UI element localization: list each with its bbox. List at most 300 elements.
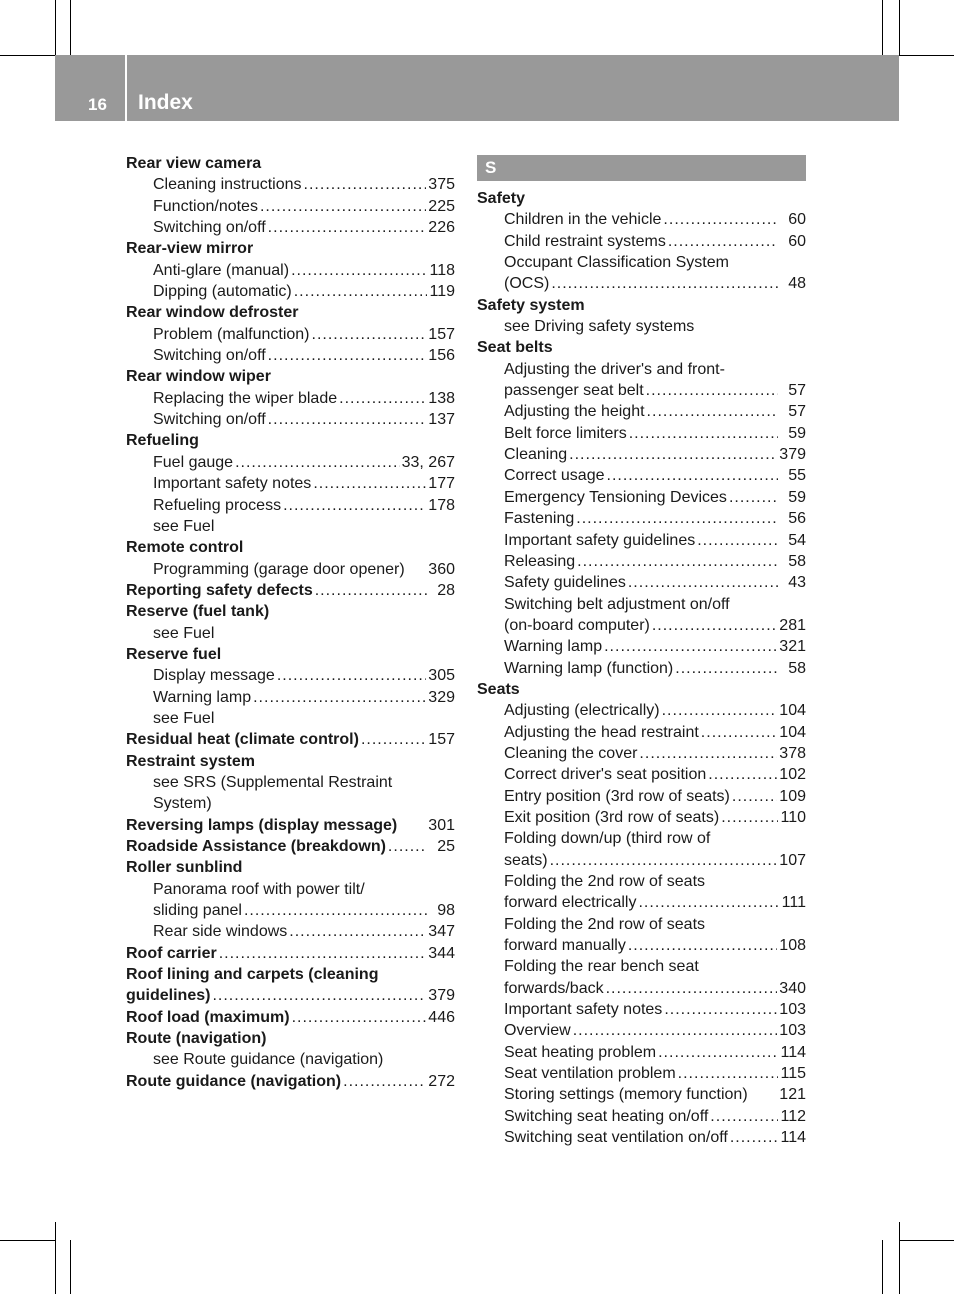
entry-text: guidelines) <box>126 987 211 1005</box>
index-subentry <box>126 879 455 900</box>
page-reference: 25 <box>437 838 455 855</box>
leader-dots <box>701 722 778 743</box>
page-reference: 226 <box>428 219 455 237</box>
crop-mark <box>899 1222 900 1294</box>
entry-text: Problem (malfunction) <box>153 325 310 343</box>
index-subentry <box>477 871 806 892</box>
entry-text: Exit position (3rd row of seats) <box>504 808 720 826</box>
leader-dots <box>219 943 427 964</box>
page-reference: 121 <box>779 1086 806 1104</box>
index-subentry <box>126 665 455 686</box>
entry-text: Roof load (maximum) <box>126 1008 290 1026</box>
page-reference: 56 <box>788 510 806 528</box>
index-column-left <box>126 153 455 1092</box>
page-reference: 107 <box>779 851 806 869</box>
entry-text: seats) <box>504 851 548 869</box>
entry-text: Adjusting the height <box>504 403 645 421</box>
leader-dots <box>678 1063 778 1084</box>
index-entry <box>126 153 455 174</box>
entry-text: see SRS (Supplemental Restraint <box>153 773 393 791</box>
leader-dots <box>663 209 778 230</box>
leader-dots <box>550 850 778 871</box>
leader-dots <box>628 935 777 956</box>
index-subentry <box>477 892 806 913</box>
entry-text: Emergency Tensioning Devices <box>504 488 727 506</box>
leader-dots <box>639 743 777 764</box>
leader-dots <box>629 423 778 444</box>
leader-dots <box>576 508 778 529</box>
page-reference: 360 <box>428 560 455 578</box>
leader-dots <box>652 615 777 636</box>
index-entry <box>126 964 455 985</box>
page-reference: 108 <box>779 937 806 955</box>
page-reference: 178 <box>428 496 455 514</box>
index-subentry <box>477 231 806 252</box>
entry-text: Child restraint systems <box>504 232 666 250</box>
entry-text: Folding the 2nd row of seats <box>504 915 706 933</box>
page-reference: 301 <box>428 816 455 834</box>
index-subentry <box>126 623 455 644</box>
entry-text: Occupant Classification System <box>504 254 729 272</box>
entry-text: Important safety notes <box>504 1001 663 1019</box>
index-subentry <box>477 700 806 721</box>
leader-dots <box>710 1106 778 1127</box>
crop-mark <box>0 55 55 56</box>
entry-text: Roller sunblind <box>126 859 243 877</box>
index-subentry <box>477 1084 806 1105</box>
entry-text: see Driving safety systems <box>504 318 695 336</box>
entry-text: sliding panel <box>153 902 242 920</box>
page-reference: 157 <box>428 731 455 749</box>
page-reference: 28 <box>437 581 455 599</box>
leader-dots <box>708 764 777 785</box>
index-entry <box>126 537 455 558</box>
leader-dots <box>647 401 778 422</box>
entry-text: Warning lamp (function) <box>504 659 674 677</box>
entry-text: Switching on/off <box>153 219 266 237</box>
leader-dots <box>638 892 778 913</box>
entry-text: Cleaning the cover <box>504 744 638 762</box>
index-entry <box>477 337 806 358</box>
page-reference: 156 <box>428 347 455 365</box>
index-subentry <box>126 452 455 473</box>
entry-text: Roof carrier <box>126 944 217 962</box>
index-subentry <box>477 551 806 572</box>
page-reference: 119 <box>429 283 455 301</box>
leader-dots <box>283 495 426 516</box>
entry-text: Rear window defroster <box>126 304 299 322</box>
page-reference: 375 <box>428 176 455 194</box>
page-number: 16 <box>88 95 107 114</box>
page-reference: 446 <box>428 1008 455 1026</box>
index-entry <box>126 1071 455 1092</box>
index-subentry <box>126 516 455 537</box>
page-reference: 225 <box>428 197 455 215</box>
index-subentry <box>126 388 455 409</box>
entry-text: Folding the 2nd row of seats <box>504 873 706 890</box>
page-reference: 272 <box>428 1072 455 1090</box>
page-reference: 33, 267 <box>401 453 455 471</box>
entry-text: Safety system <box>477 296 585 314</box>
entry-text: System) <box>153 795 212 813</box>
letter-heading: S <box>477 155 806 181</box>
entry-text: see Route guidance (navigation) <box>153 1051 384 1069</box>
entry-text: Belt force limiters <box>504 424 627 442</box>
index-entry <box>126 430 455 451</box>
leader-dots <box>313 473 426 494</box>
entry-text: Refueling process <box>153 496 282 514</box>
leader-dots <box>260 196 426 217</box>
index-subentry <box>477 508 806 529</box>
index-entry <box>126 366 455 387</box>
entry-text: Switching on/off <box>153 347 266 365</box>
index-subentry <box>477 380 806 401</box>
index-subentry <box>126 495 455 516</box>
entry-text: Seat ventilation problem <box>504 1065 676 1083</box>
crop-mark <box>70 1240 71 1294</box>
crop-mark <box>899 0 900 55</box>
leader-dots <box>569 444 777 465</box>
entry-text: (OCS) <box>504 275 550 293</box>
index-entry <box>126 601 455 622</box>
entry-text: Function/notes <box>153 197 258 215</box>
entry-text: Roadside Assistance (breakdown) <box>126 838 386 855</box>
entry-text: Fastening <box>504 510 575 528</box>
leader-dots <box>668 231 778 252</box>
entry-text: Route guidance (navigation) <box>126 1072 342 1090</box>
page-title: Index <box>138 91 193 114</box>
index-entry <box>126 1028 455 1049</box>
entry-text: Entry position (3rd row of seats) <box>504 787 730 805</box>
index-subentry <box>126 921 455 942</box>
entry-text: Cleaning <box>504 446 568 464</box>
entry-text: Safety guidelines <box>504 574 626 592</box>
entry-text: forward manually <box>504 937 626 955</box>
entry-text: Remote control <box>126 539 244 557</box>
entry-text: Correct driver's seat position <box>504 766 707 784</box>
page-reference: 379 <box>779 446 806 464</box>
index-subentry <box>477 359 806 380</box>
index-subentry <box>126 1049 455 1070</box>
entry-text: Rear view camera <box>126 155 262 172</box>
leader-dots <box>289 921 426 942</box>
index-entry <box>477 188 806 209</box>
index-subentry <box>477 423 806 444</box>
index-subentry <box>126 772 455 793</box>
leader-dots <box>244 900 427 921</box>
entry-text: Releasing <box>504 552 576 570</box>
index-column-right <box>477 188 806 1148</box>
entry-text: forward electrically <box>504 894 637 912</box>
leader-dots <box>658 1042 778 1063</box>
index-subentry <box>126 324 455 345</box>
index-subentry <box>126 174 455 195</box>
entry-text: Warning lamp <box>153 688 252 706</box>
page-reference: 48 <box>788 275 806 293</box>
leader-dots <box>606 978 778 999</box>
entry-text: Important safety guidelines <box>504 531 696 549</box>
page-reference: 137 <box>428 411 455 429</box>
index-subentry <box>477 615 806 636</box>
page-reference: 54 <box>788 531 806 549</box>
entry-text: Reserve fuel <box>126 645 222 663</box>
entry-text: Residual heat (climate control) <box>126 731 359 749</box>
leader-dots <box>675 658 778 679</box>
page-reference: 104 <box>779 702 806 720</box>
page-reference: 379 <box>428 987 455 1005</box>
entry-text: Switching belt adjustment on/off <box>504 595 730 613</box>
index-subentry <box>126 281 455 302</box>
leader-dots <box>292 1007 427 1028</box>
leader-dots <box>721 807 778 828</box>
page-reference: 55 <box>788 467 806 485</box>
entry-text: Switching on/off <box>153 411 266 429</box>
leader-dots <box>646 380 778 401</box>
index-subentry <box>477 956 806 977</box>
index-entry <box>126 815 455 836</box>
index-subentry <box>126 409 455 430</box>
entry-text: Adjusting the head restraint <box>504 723 699 741</box>
entry-text: passenger seat belt <box>504 382 644 400</box>
leader-dots <box>294 281 427 302</box>
leader-dots <box>577 551 778 572</box>
entry-text: Restraint system <box>126 752 255 770</box>
entry-text: Folding the rear bench seat <box>504 958 699 976</box>
entry-text: see Fuel <box>153 624 215 642</box>
index-subentry <box>477 978 806 999</box>
leader-dots <box>268 217 427 238</box>
entry-text: Panorama roof with power tilt/ <box>153 880 365 898</box>
page-reference: 321 <box>779 638 806 656</box>
index-subentry <box>477 1127 806 1148</box>
entry-text: Refueling <box>126 432 199 450</box>
leader-dots <box>628 572 778 593</box>
index-subentry <box>477 594 806 615</box>
index-subentry <box>477 487 806 508</box>
entry-text: Seat heating problem <box>504 1043 657 1061</box>
index-entry <box>126 943 455 964</box>
entry-text: Reserve (fuel tank) <box>126 603 270 621</box>
entry-text: Storing settings (memory function) <box>504 1086 748 1104</box>
entry-text: Fuel gauge <box>153 453 234 471</box>
leader-dots <box>212 985 426 1006</box>
index-subentry <box>477 1106 806 1127</box>
leader-dots <box>343 1071 426 1092</box>
crop-mark <box>882 1240 883 1294</box>
index-subentry <box>477 828 806 849</box>
index-subentry <box>477 252 806 273</box>
entry-text: Anti-glare (manual) <box>153 261 290 279</box>
page-reference: 58 <box>788 552 806 570</box>
entry-text: Seat belts <box>477 339 553 357</box>
entry-text: Adjusting (electrically) <box>504 702 660 720</box>
page-reference: 114 <box>780 1043 806 1061</box>
leader-dots <box>277 665 426 686</box>
index-subentry <box>477 914 806 935</box>
index-entry <box>126 985 455 1006</box>
page-reference: 281 <box>779 616 806 634</box>
leader-dots <box>662 700 778 721</box>
entry-text: Route (navigation) <box>126 1030 267 1048</box>
leader-dots <box>388 836 427 857</box>
index-subentry <box>477 999 806 1020</box>
index-subentry <box>477 722 806 743</box>
entry-text: Switching seat ventilation on/off <box>504 1129 728 1147</box>
entry-text: Children in the vehicle <box>504 211 662 229</box>
entry-text: Important safety notes <box>153 475 312 493</box>
index-subentry <box>477 530 806 551</box>
leader-dots <box>315 580 427 601</box>
index-subentry <box>477 807 806 828</box>
page-reference: 59 <box>788 488 806 506</box>
leader-dots <box>268 345 427 366</box>
index-subentry <box>477 658 806 679</box>
index-subentry <box>126 900 455 921</box>
crop-mark <box>55 0 56 55</box>
page-reference: 57 <box>788 403 806 421</box>
page-reference: 104 <box>779 723 806 741</box>
index-entry <box>477 679 806 700</box>
entry-text: Display message <box>153 667 275 685</box>
entry-text: Replacing the wiper blade <box>153 389 338 407</box>
page-reference: 102 <box>779 766 806 784</box>
leader-dots <box>304 174 427 195</box>
leader-dots <box>729 487 778 508</box>
index-subentry <box>126 559 455 580</box>
entry-text: see Fuel <box>153 709 215 727</box>
page-reference: 111 <box>781 894 806 912</box>
index-entry <box>126 857 455 878</box>
page-reference: 305 <box>428 667 455 685</box>
page-reference: 118 <box>429 261 455 279</box>
index-entry <box>126 729 455 750</box>
leader-dots <box>312 324 427 345</box>
page-reference: 112 <box>780 1107 806 1125</box>
index-entry <box>126 580 455 601</box>
index-subentry <box>126 217 455 238</box>
page-reference: 347 <box>428 923 455 941</box>
page-reference: 58 <box>788 659 806 677</box>
index-subentry <box>477 764 806 785</box>
entry-text: Roof lining and carpets (cleaning <box>126 966 379 984</box>
page-reference: 157 <box>428 325 455 343</box>
page-reference: 60 <box>788 211 806 229</box>
leader-dots <box>361 729 426 750</box>
entry-text: Warning lamp <box>504 638 603 656</box>
page-reference: 60 <box>788 232 806 250</box>
index-entry <box>126 836 455 857</box>
leader-dots <box>339 388 426 409</box>
index-entry <box>126 644 455 665</box>
page-reference: 378 <box>779 744 806 762</box>
page-reference: 103 <box>779 1022 806 1040</box>
entry-text: Overview <box>504 1022 571 1040</box>
leader-dots <box>291 260 427 281</box>
entry-text: see Fuel <box>153 517 215 535</box>
index-subentry <box>126 345 455 366</box>
leader-dots <box>235 452 400 473</box>
entry-text: Rear window wiper <box>126 368 271 386</box>
entry-text: forwards/back <box>504 979 604 997</box>
index-subentry <box>477 850 806 871</box>
index-subentry <box>126 793 455 814</box>
leader-dots <box>253 687 426 708</box>
entry-text: Folding down/up (third row of <box>504 830 711 848</box>
entry-text: Reversing lamps (display message) <box>126 816 398 834</box>
index-subentry <box>477 1020 806 1041</box>
leader-dots <box>268 409 427 430</box>
index-subentry <box>477 786 806 807</box>
crop-mark <box>55 1222 56 1294</box>
leader-dots <box>604 636 777 657</box>
index-subentry <box>126 260 455 281</box>
leader-dots <box>551 273 778 294</box>
index-subentry <box>126 473 455 494</box>
page-reference: 114 <box>780 1129 806 1147</box>
entry-text: Safety <box>477 190 526 207</box>
index-subentry <box>477 465 806 486</box>
page-reference: 110 <box>780 808 806 826</box>
entry-text: Reporting safety defects <box>126 581 313 599</box>
leader-dots <box>607 465 779 486</box>
index-entry <box>126 1007 455 1028</box>
leader-dots <box>732 786 777 807</box>
page-reference: 177 <box>428 475 455 493</box>
page-reference: 103 <box>779 1001 806 1019</box>
index-subentry <box>126 687 455 708</box>
page-reference: 329 <box>428 688 455 706</box>
leader-dots <box>573 1020 778 1041</box>
index-subentry <box>477 444 806 465</box>
index-subentry <box>126 196 455 217</box>
entry-text: Switching seat heating on/off <box>504 1107 709 1125</box>
page-reference: 115 <box>780 1065 806 1083</box>
index-entry <box>126 302 455 323</box>
leader-dots <box>697 530 778 551</box>
entry-text: Cleaning instructions <box>153 176 302 194</box>
index-entry <box>477 295 806 316</box>
page-reference: 59 <box>788 424 806 442</box>
page-reference: 344 <box>428 944 455 962</box>
index-subentry <box>477 1063 806 1084</box>
index-subentry <box>126 708 455 729</box>
page-reference: 138 <box>428 389 455 407</box>
index-subentry <box>477 209 806 230</box>
crop-mark <box>899 1240 954 1241</box>
index-subentry <box>477 401 806 422</box>
crop-mark <box>0 1240 55 1241</box>
index-entry <box>126 751 455 772</box>
leader-dots <box>730 1127 778 1148</box>
entry-text: Seats <box>477 680 520 698</box>
page-reference: 109 <box>779 787 806 805</box>
header-divider <box>125 55 127 121</box>
entry-text: Rear side windows <box>153 923 288 941</box>
page-reference: 43 <box>788 574 806 592</box>
index-subentry <box>477 316 806 337</box>
entry-text: Dipping (automatic) <box>153 283 292 301</box>
index-subentry <box>477 935 806 956</box>
index-subentry <box>477 636 806 657</box>
entry-text: Rear-view mirror <box>126 240 254 258</box>
index-subentry <box>477 1042 806 1063</box>
entry-text: (on-board computer) <box>504 616 650 634</box>
page-reference: 340 <box>779 979 806 997</box>
index-entry <box>126 238 455 259</box>
index-subentry <box>477 743 806 764</box>
page-reference: 98 <box>437 902 455 920</box>
entry-text: Programming (garage door opener) <box>153 560 405 578</box>
